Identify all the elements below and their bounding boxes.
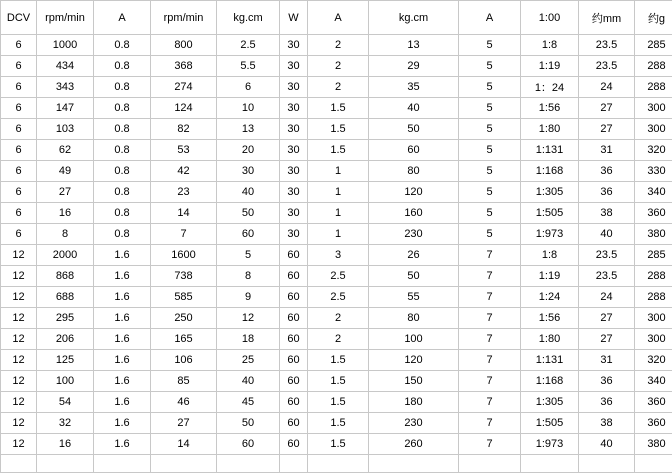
- table-cell: 230: [369, 413, 459, 434]
- table-cell: 12: [217, 308, 280, 329]
- table-cell: 60: [369, 140, 459, 161]
- table-cell: 1.6: [94, 308, 151, 329]
- table-cell: 32: [37, 413, 94, 434]
- table-row: [1, 161, 672, 182]
- table-cell: 16: [37, 203, 94, 224]
- table-cell: 1.6: [94, 350, 151, 371]
- table-cell: 230: [369, 224, 459, 245]
- table-cell: 30: [280, 140, 308, 161]
- table-cell: [94, 455, 151, 473]
- table-cell: 30: [280, 119, 308, 140]
- table-cell: 1.6: [94, 329, 151, 350]
- table-cell: 5: [459, 224, 521, 245]
- table-cell: 18: [217, 329, 280, 350]
- table-cell: 23: [151, 182, 217, 203]
- table-cell: 40: [217, 182, 280, 203]
- table-cell: 60: [280, 308, 308, 329]
- table-cell: [521, 455, 579, 473]
- table-cell: 320: [635, 350, 672, 371]
- table-cell: 1:8: [521, 245, 579, 266]
- table-cell: 27: [579, 119, 635, 140]
- header-cell: rpm/min: [151, 1, 217, 35]
- table-cell: 82: [151, 119, 217, 140]
- table-cell: 300: [635, 329, 672, 350]
- table-cell: 300: [635, 308, 672, 329]
- table-cell: 1:8: [521, 35, 579, 56]
- table-cell: 36: [579, 371, 635, 392]
- table-cell: 12: [1, 308, 37, 329]
- header-cell: 约g: [635, 1, 672, 35]
- table-cell: 1:973: [521, 224, 579, 245]
- table-cell: 60: [280, 245, 308, 266]
- table-cell: 380: [635, 434, 672, 455]
- table-cell: 6: [1, 119, 37, 140]
- table-row: [1, 392, 672, 413]
- table-cell: 1: [308, 224, 369, 245]
- table-cell: 868: [37, 266, 94, 287]
- table-cell: 60: [280, 413, 308, 434]
- header-cell: kg.cm: [217, 1, 280, 35]
- table-cell: 6: [1, 77, 37, 98]
- table-cell: 7: [459, 371, 521, 392]
- table-cell: 434: [37, 56, 94, 77]
- table-cell: 1:56: [521, 98, 579, 119]
- table-cell: 26: [369, 245, 459, 266]
- table-cell: 5: [459, 182, 521, 203]
- table-cell: 23.5: [579, 245, 635, 266]
- table-cell: 0.8: [94, 203, 151, 224]
- table-row: [1, 224, 672, 245]
- table-cell: 60: [280, 371, 308, 392]
- table-cell: 180: [369, 392, 459, 413]
- table-cell: 1:973: [521, 434, 579, 455]
- table-cell: 5: [459, 56, 521, 77]
- table-cell: 49: [37, 161, 94, 182]
- table-cell: 29: [369, 56, 459, 77]
- table-cell: 1:505: [521, 413, 579, 434]
- table-cell: 40: [369, 98, 459, 119]
- table-cell: 0.8: [94, 98, 151, 119]
- header-cell: A: [459, 1, 521, 35]
- table-cell: 1.5: [308, 392, 369, 413]
- table-cell: 7: [459, 266, 521, 287]
- table-cell: 0.8: [94, 77, 151, 98]
- table-cell: 13: [217, 119, 280, 140]
- table-cell: 0.8: [94, 56, 151, 77]
- table-cell: 50: [217, 203, 280, 224]
- table-cell: [308, 455, 369, 473]
- table-cell: 12: [1, 371, 37, 392]
- table-cell: 5: [459, 98, 521, 119]
- header-row: [1, 1, 672, 35]
- table-cell: 7: [459, 287, 521, 308]
- table-cell: 295: [37, 308, 94, 329]
- table-cell: 285: [635, 35, 672, 56]
- table-cell: 14: [151, 434, 217, 455]
- table-cell: 40: [579, 224, 635, 245]
- table-cell: 0.8: [94, 140, 151, 161]
- table-cell: 1:168: [521, 371, 579, 392]
- table-cell: 738: [151, 266, 217, 287]
- table-cell: 1600: [151, 245, 217, 266]
- table-cell: 5: [459, 119, 521, 140]
- table-cell: 7: [151, 224, 217, 245]
- table-cell: 2.5: [308, 266, 369, 287]
- table-cell: 360: [635, 203, 672, 224]
- table-cell: 7: [459, 434, 521, 455]
- table-cell: 1.6: [94, 392, 151, 413]
- table-cell: 55: [369, 287, 459, 308]
- table-cell: 120: [369, 182, 459, 203]
- table-cell: 1：24: [521, 77, 579, 98]
- table-cell: 2: [308, 35, 369, 56]
- table-cell: 60: [217, 434, 280, 455]
- table-cell: 125: [37, 350, 94, 371]
- table-cell: 380: [635, 224, 672, 245]
- table-cell: 120: [369, 350, 459, 371]
- table-cell: 1:131: [521, 140, 579, 161]
- table-cell: 106: [151, 350, 217, 371]
- table-cell: 12: [1, 287, 37, 308]
- table-cell: 147: [37, 98, 94, 119]
- table-cell: 6: [1, 56, 37, 77]
- table-cell: 40: [217, 371, 280, 392]
- header-cell: A: [94, 1, 151, 35]
- table-cell: 1:80: [521, 329, 579, 350]
- table-cell: 165: [151, 329, 217, 350]
- table-cell: 6: [1, 35, 37, 56]
- table-cell: 206: [37, 329, 94, 350]
- table-cell: 27: [37, 182, 94, 203]
- table-cell: 50: [369, 119, 459, 140]
- table-cell: 1:305: [521, 182, 579, 203]
- table-cell: [280, 455, 308, 473]
- table-row: [1, 308, 672, 329]
- table-cell: 274: [151, 77, 217, 98]
- table-cell: 1.6: [94, 245, 151, 266]
- table-cell: 16: [37, 434, 94, 455]
- table-row: [1, 266, 672, 287]
- header-cell: W: [280, 1, 308, 35]
- table-cell: [1, 455, 37, 473]
- table-cell: 6: [1, 140, 37, 161]
- table-row: [1, 119, 672, 140]
- table-cell: 250: [151, 308, 217, 329]
- table-cell: 12: [1, 245, 37, 266]
- table-cell: 8: [217, 266, 280, 287]
- table-cell: 6: [1, 98, 37, 119]
- header-cell: 1:00: [521, 1, 579, 35]
- table-cell: 10: [217, 98, 280, 119]
- table-cell: 62: [37, 140, 94, 161]
- table-cell: 100: [369, 329, 459, 350]
- table-cell: 0.8: [94, 161, 151, 182]
- table-cell: 6: [1, 161, 37, 182]
- table-cell: 2.5: [308, 287, 369, 308]
- table-cell: [635, 455, 672, 473]
- table-cell: 60: [280, 266, 308, 287]
- table-cell: 7: [459, 245, 521, 266]
- table-cell: 1:305: [521, 392, 579, 413]
- table-cell: 85: [151, 371, 217, 392]
- table-cell: 60: [280, 392, 308, 413]
- table-cell: 1: [308, 161, 369, 182]
- table-cell: 360: [635, 413, 672, 434]
- table-row: [1, 98, 672, 119]
- header-cell: 约mm: [579, 1, 635, 35]
- table-cell: 24: [579, 287, 635, 308]
- table-cell: 0.8: [94, 35, 151, 56]
- table-cell: 288: [635, 56, 672, 77]
- table-cell: 30: [280, 77, 308, 98]
- table-cell: 1.5: [308, 371, 369, 392]
- table-cell: 80: [369, 308, 459, 329]
- table-cell: 100: [37, 371, 94, 392]
- table-cell: 1.6: [94, 266, 151, 287]
- table-cell: 5: [459, 77, 521, 98]
- table-cell: 25: [217, 350, 280, 371]
- table-cell: 5: [459, 203, 521, 224]
- table-cell: 12: [1, 413, 37, 434]
- table-cell: 36: [579, 392, 635, 413]
- table-cell: 340: [635, 182, 672, 203]
- table-cell: 288: [635, 266, 672, 287]
- table-cell: 1:505: [521, 203, 579, 224]
- table-cell: 60: [217, 224, 280, 245]
- table-cell: 7: [459, 413, 521, 434]
- table-cell: 12: [1, 266, 37, 287]
- table-cell: 340: [635, 371, 672, 392]
- table-cell: 50: [369, 266, 459, 287]
- table-cell: 1: [308, 182, 369, 203]
- table-cell: 285: [635, 245, 672, 266]
- table-cell: 12: [1, 392, 37, 413]
- table-cell: 2000: [37, 245, 94, 266]
- table-cell: 368: [151, 56, 217, 77]
- table-cell: 80: [369, 161, 459, 182]
- table-cell: 2: [308, 77, 369, 98]
- table-cell: 124: [151, 98, 217, 119]
- table-cell: 24: [579, 77, 635, 98]
- table-body: [1, 35, 672, 473]
- table-cell: 12: [1, 434, 37, 455]
- table-cell: 30: [280, 182, 308, 203]
- table-cell: 1.6: [94, 287, 151, 308]
- table-cell: 160: [369, 203, 459, 224]
- table-cell: 46: [151, 392, 217, 413]
- table-header: [1, 1, 672, 35]
- table-cell: 38: [579, 413, 635, 434]
- table-cell: 288: [635, 77, 672, 98]
- table-row: [1, 413, 672, 434]
- table-cell: 260: [369, 434, 459, 455]
- table-cell: 5: [217, 245, 280, 266]
- table-cell: 7: [459, 392, 521, 413]
- table-cell: 53: [151, 140, 217, 161]
- table-row: [1, 287, 672, 308]
- table-cell: 27: [579, 329, 635, 350]
- table-cell: 6: [1, 182, 37, 203]
- table-cell: 1: [308, 203, 369, 224]
- table-cell: 42: [151, 161, 217, 182]
- table-cell: 1.6: [94, 434, 151, 455]
- table-cell: 1:19: [521, 56, 579, 77]
- table-cell: 40: [579, 434, 635, 455]
- table-row: [1, 35, 672, 56]
- table-cell: [37, 455, 94, 473]
- table-cell: 27: [151, 413, 217, 434]
- header-cell: rpm/min: [37, 1, 94, 35]
- table-cell: [217, 455, 280, 473]
- table-cell: 30: [280, 224, 308, 245]
- table-cell: 1:80: [521, 119, 579, 140]
- table-cell: 30: [280, 98, 308, 119]
- table-row: [1, 329, 672, 350]
- table-cell: 5.5: [217, 56, 280, 77]
- table-cell: 12: [1, 350, 37, 371]
- table-cell: 0.8: [94, 119, 151, 140]
- table-cell: 585: [151, 287, 217, 308]
- table-cell: 300: [635, 98, 672, 119]
- table-cell: [151, 455, 217, 473]
- table-cell: 1.5: [308, 119, 369, 140]
- table-cell: 23.5: [579, 56, 635, 77]
- table-row: [1, 203, 672, 224]
- table-cell: 1.5: [308, 140, 369, 161]
- table-cell: 0.8: [94, 182, 151, 203]
- table-cell: 150: [369, 371, 459, 392]
- table-cell: 6: [1, 203, 37, 224]
- table-cell: 31: [579, 140, 635, 161]
- table-cell: 288: [635, 287, 672, 308]
- table-row: [1, 77, 672, 98]
- table-cell: 36: [579, 182, 635, 203]
- table-cell: 20: [217, 140, 280, 161]
- table-cell: 54: [37, 392, 94, 413]
- table-cell: 9: [217, 287, 280, 308]
- table-cell: 2: [308, 329, 369, 350]
- header-cell: kg.cm: [369, 1, 459, 35]
- table-row: [1, 140, 672, 161]
- table-cell: 1:56: [521, 308, 579, 329]
- table-cell: 360: [635, 392, 672, 413]
- table-cell: 300: [635, 119, 672, 140]
- table-cell: 800: [151, 35, 217, 56]
- table-cell: 1.6: [94, 371, 151, 392]
- table-cell: 12: [1, 329, 37, 350]
- table-row: [1, 455, 672, 473]
- table-cell: 60: [280, 287, 308, 308]
- table-cell: 27: [579, 98, 635, 119]
- table-cell: 60: [280, 329, 308, 350]
- table-cell: 45: [217, 392, 280, 413]
- table-cell: 1:24: [521, 287, 579, 308]
- table-cell: 2: [308, 308, 369, 329]
- table-cell: 1.5: [308, 434, 369, 455]
- table-cell: 60: [280, 434, 308, 455]
- table-row: [1, 434, 672, 455]
- table-cell: 1.5: [308, 98, 369, 119]
- table-cell: 7: [459, 329, 521, 350]
- table-cell: 330: [635, 161, 672, 182]
- table-cell: 1.5: [308, 413, 369, 434]
- table-cell: 6: [1, 224, 37, 245]
- table-cell: 60: [280, 350, 308, 371]
- header-cell: DCV: [1, 1, 37, 35]
- table-cell: 5: [459, 140, 521, 161]
- table-cell: [459, 455, 521, 473]
- table-cell: 2.5: [217, 35, 280, 56]
- table-cell: 30: [217, 161, 280, 182]
- table-cell: 1:168: [521, 161, 579, 182]
- table-cell: 0.8: [94, 224, 151, 245]
- table-cell: 688: [37, 287, 94, 308]
- table-cell: 5: [459, 35, 521, 56]
- header-cell: A: [308, 1, 369, 35]
- table-cell: 23.5: [579, 266, 635, 287]
- table-cell: 320: [635, 140, 672, 161]
- table-cell: 30: [280, 35, 308, 56]
- table-cell: 35: [369, 77, 459, 98]
- table-cell: 343: [37, 77, 94, 98]
- table-cell: [579, 455, 635, 473]
- table-cell: 5: [459, 161, 521, 182]
- table-cell: 3: [308, 245, 369, 266]
- table-row: [1, 56, 672, 77]
- table-cell: 13: [369, 35, 459, 56]
- table-cell: 2: [308, 56, 369, 77]
- table-cell: 36: [579, 161, 635, 182]
- table-cell: 30: [280, 161, 308, 182]
- table-cell: 27: [579, 308, 635, 329]
- table-cell: 30: [280, 56, 308, 77]
- table-cell: 7: [459, 350, 521, 371]
- table-cell: 1.5: [308, 350, 369, 371]
- table-cell: 23.5: [579, 35, 635, 56]
- table-row: [1, 371, 672, 392]
- table-cell: 14: [151, 203, 217, 224]
- table-cell: 50: [217, 413, 280, 434]
- table-cell: 103: [37, 119, 94, 140]
- table-cell: 1000: [37, 35, 94, 56]
- table-cell: 8: [37, 224, 94, 245]
- table-cell: 6: [217, 77, 280, 98]
- table-cell: [369, 455, 459, 473]
- table-cell: 1:19: [521, 266, 579, 287]
- table-cell: 31: [579, 350, 635, 371]
- table-cell: 7: [459, 308, 521, 329]
- table-row: [1, 182, 672, 203]
- table-cell: 38: [579, 203, 635, 224]
- table-row: [1, 245, 672, 266]
- table-cell: 1:131: [521, 350, 579, 371]
- table-cell: 30: [280, 203, 308, 224]
- table-cell: 1.6: [94, 413, 151, 434]
- table-row: [1, 350, 672, 371]
